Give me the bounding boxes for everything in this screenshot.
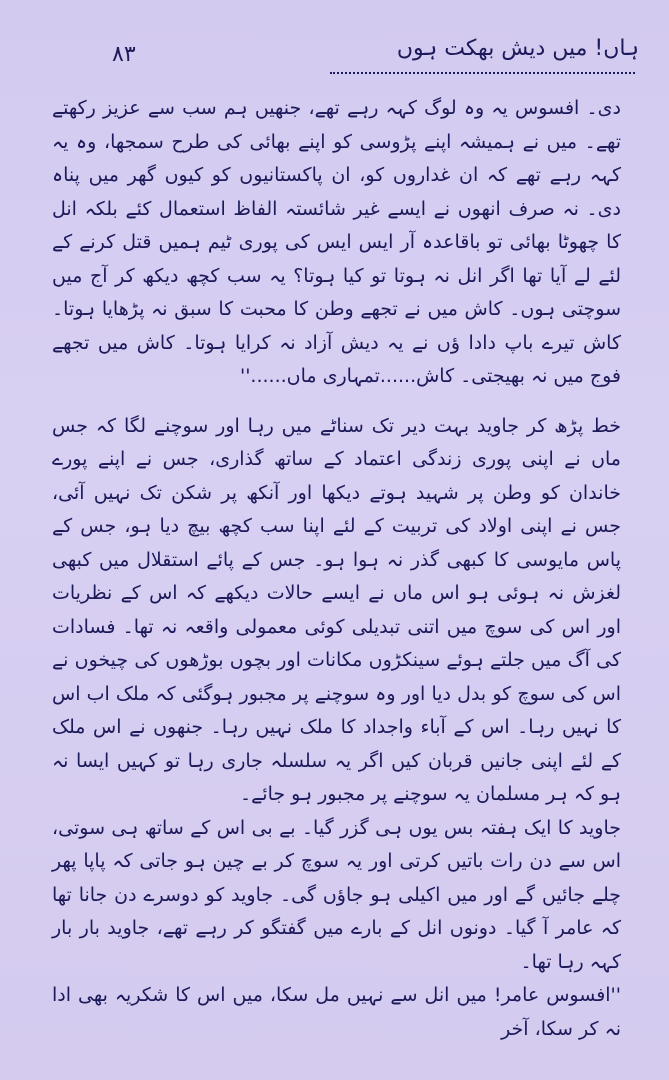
running-title: ہاں! میں دیش بھکت ہوں [396,36,639,61]
page-number: ۸۳ [112,42,136,67]
paragraph: خط پڑھ کر جاوید بہت دیر تک سناٹے میں رہا اور سوچنے لگا کہ جس ماں نے اپنی پوری زندگی اعتماد کے ساتھ گذاری، جس نے اپنے پورے خاندان کو وطن پر شہید ہوتے دیکھا اور آنکھ پر شکن تک نہیں آئی، جس نے اپنی اولاد کی تربیت کے لئے اپنا سب کچھ بیچ دیا ہو، جس کے پاس مایوسی کا کبھی گذر نہ ہوا ہو۔ جس کے پائے استقلال میں کبھی لغزش نہ ہوئی ہو اس ماں نے ایسے حالات دیکھے کہ اس کے نظریات اور اس کی سوچ میں اتنی تبدیلی کوئی معمولی واقعہ نہ تھا۔ فسادات کی آگ میں جلتے ہوئے سینکڑوں مکانات اور بچوں بوڑھوں کی چیخوں نے اس کی سوچ کو بدل دیا اور وہ سوچنے پر مجبور ہوگئی کہ ملک اب اس کا نہیں رہا۔ اس کے آباء واجداد کا ملک نہیں رہا۔ جنھوں نے اس ملک کے لئے اپنی جانیں قربان کیں اگر یہ سلسلہ جاری رہا تو کہیں ایسا نہ ہو کہ ہر مسلمان یہ سوچنے پر مجبور ہو جائے۔ [52,414,621,805]
paragraph: ''افسوس عامر! میں انل سے نہیں مل سکا، میں اس کا شکریہ بھی ادا نہ کر سکا، آخر [52,984,621,1040]
paragraph: دی۔ افسوس یہ وہ لوگ کہہ رہے تھے، جنھیں ہم سب سے عزیز رکھتے تھے۔ میں نے ہمیشہ اپنے پڑوسی کو اپنے بھائی کی طرح سمجھا، وہ یہ کہہ رہے تھے کہ ان غداروں کو، ان پاکستانیوں کو کیوں گھر میں پناہ دی۔ نہ صرف انھوں نے ایسے غیر شائستہ الفاظ استعمال کئے بلکہ انل کا چھوٹا بھائی تو باقاعدہ آر ایس ایس کی پوری ٹیم ہمیں قتل کرنے کے لئے لے آیا تھا اگر انل نہ ہوتا تو کیا ہوتا؟ یہ سب کچھ دیکھ کر آج میں سوچتی ہوں۔ کاش میں نے تجھے وطن کا محبت کا سبق نہ پڑھایا ہوتا۔ کاش تیرے باپ دادا ؤں نے یہ دیش آزاد نہ کرایا ہوتا۔ کاش میں تجھے فوج میں نہ بھیجتی۔ کاش......تمہاری ماں......'' [52,97,621,387]
header-divider [330,72,635,74]
page-header [30,36,639,76]
body-text [52,92,621,1046]
paragraph: جاوید کا ایک ہفتہ بس یوں ہی گزر گیا۔ بے بی اس کے ساتھ ہی سوتی، اس سے دن رات باتیں کرتی اور یہ سوچ کر بے چین ہو جاتی کہ پاپا پھر چلے جائیں گے اور میں اکیلی ہو جاؤں گی۔ جاوید کو دوسرے دن جانا تھا کہ عامر آ گیا۔ دونوں انل کے بارے میں گفتگو کر رہے تھے، جاوید بار بار کہہ رہا تھا۔ [52,816,621,973]
